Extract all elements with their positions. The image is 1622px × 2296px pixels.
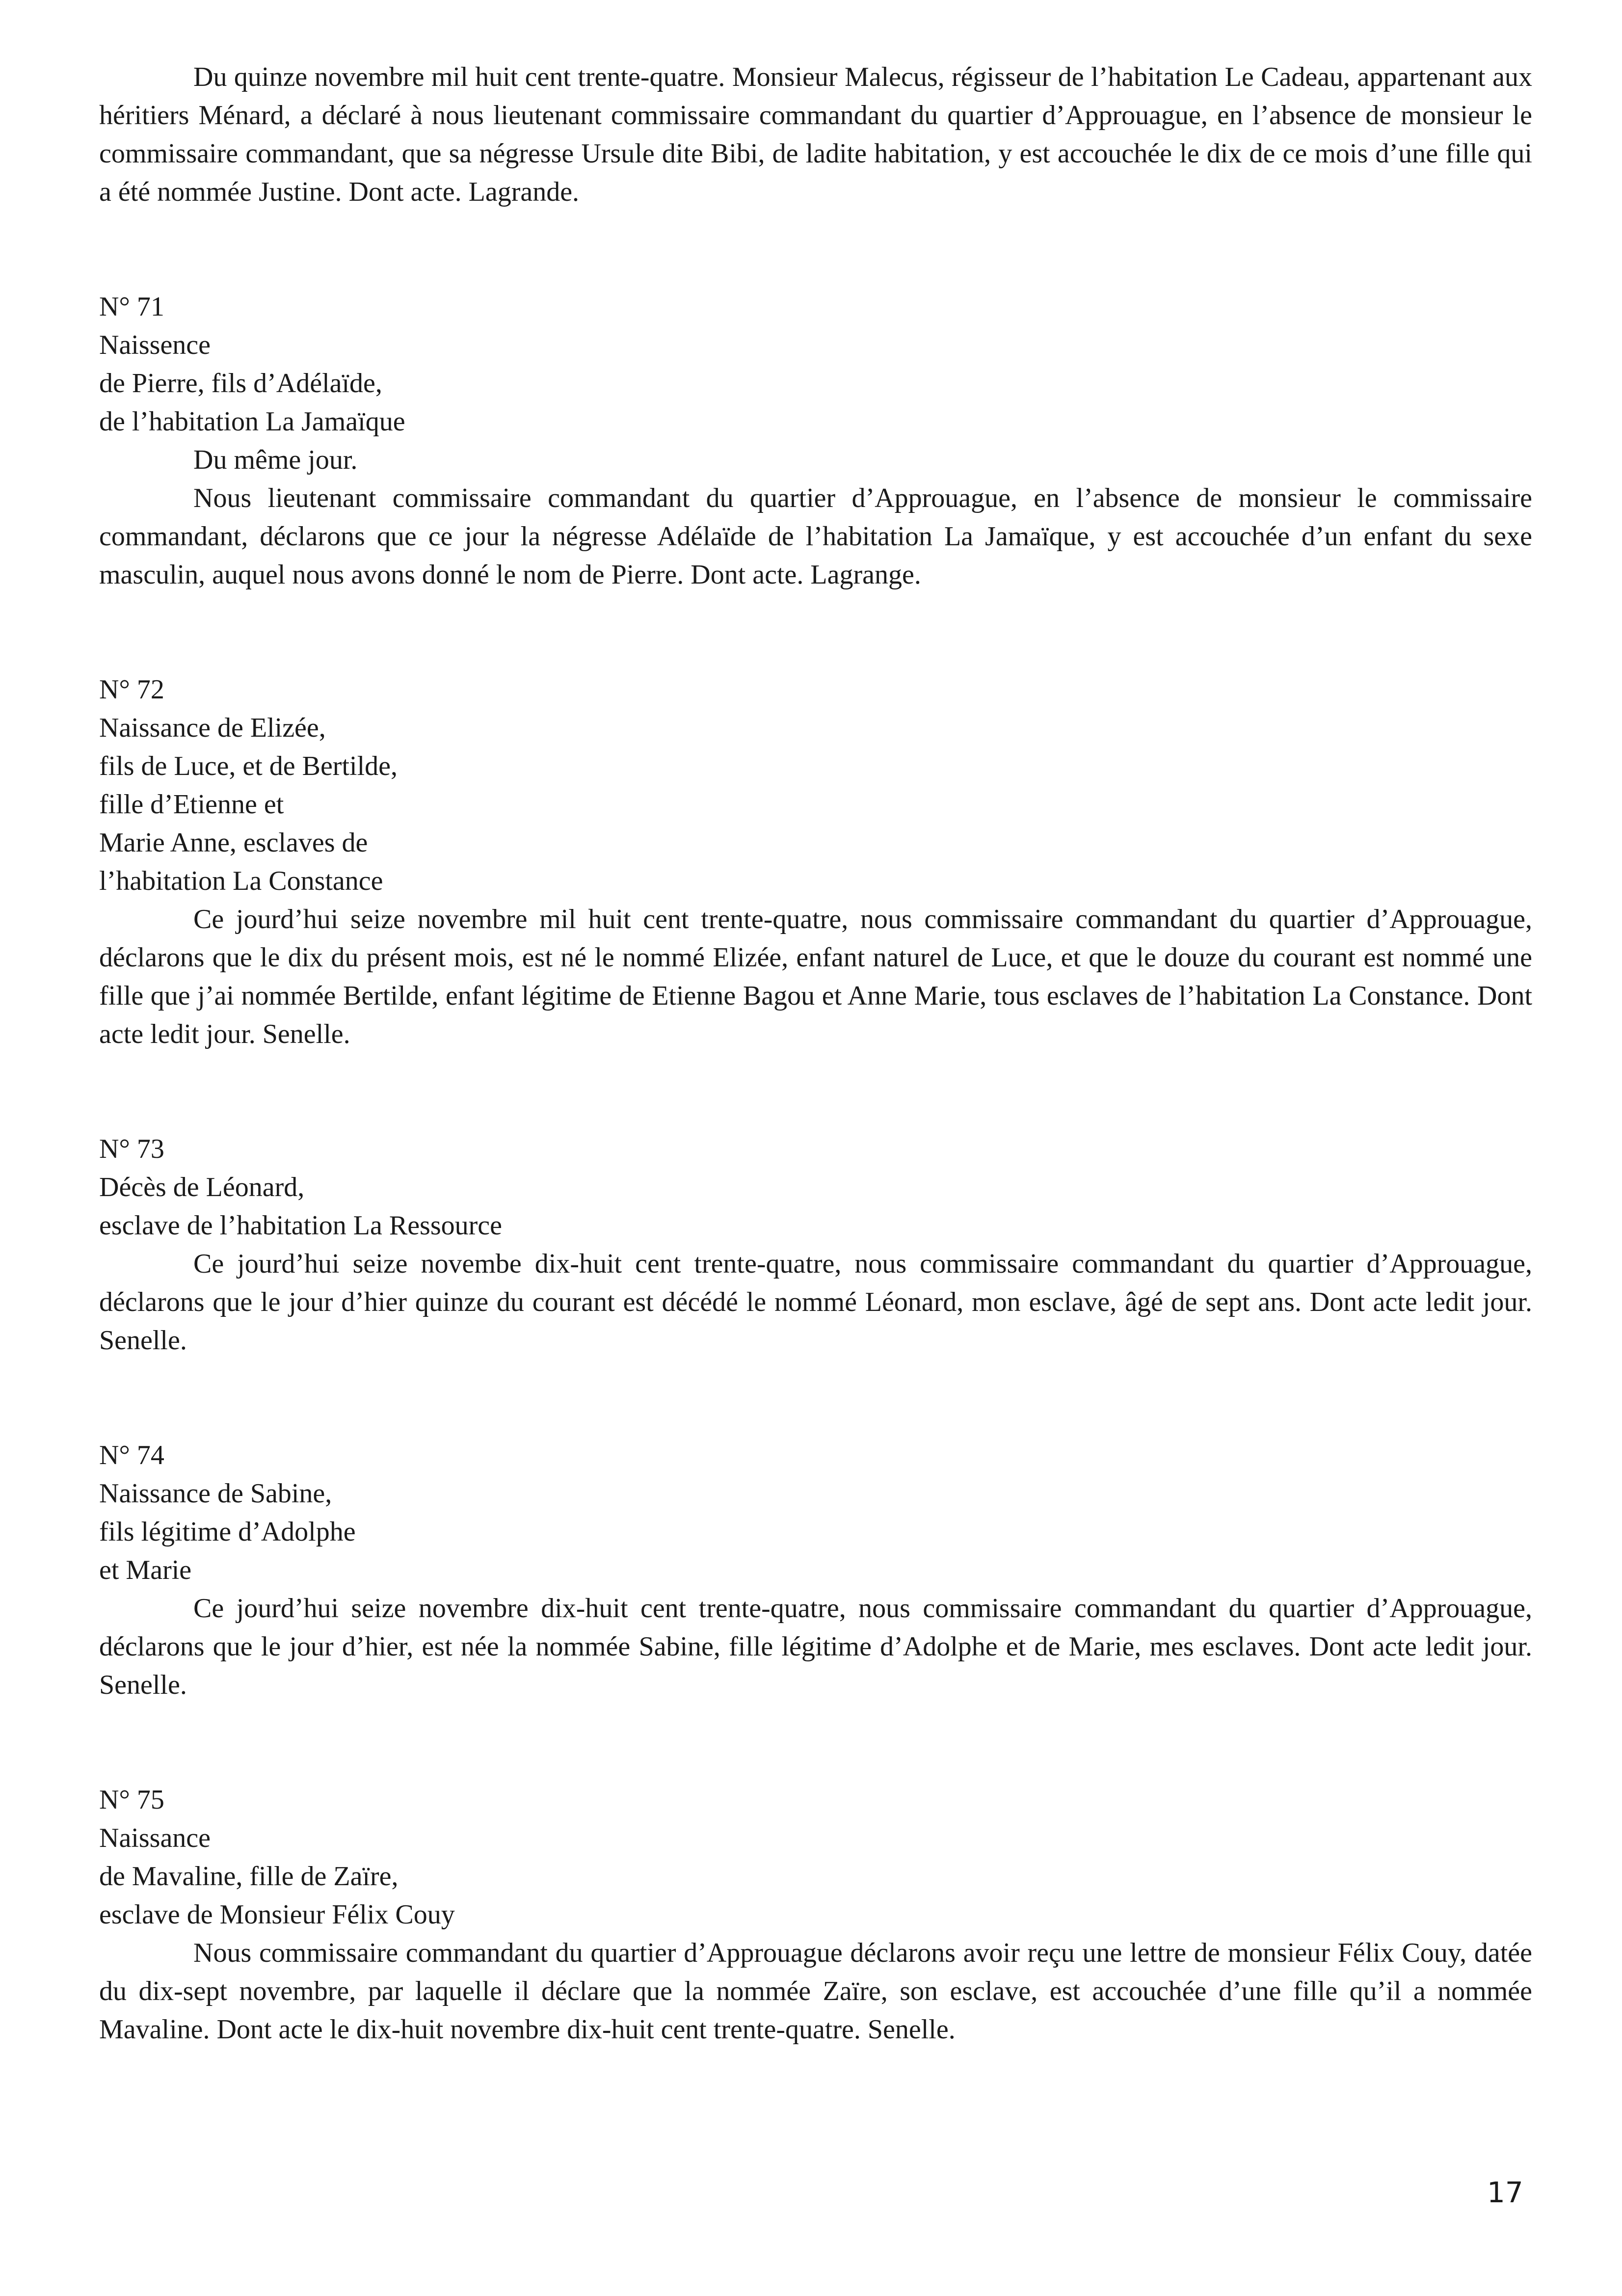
- entry-body: Ce jourd’hui seize novembe dix-huit cent trente-quatre, nous commissaire commandant du quartier d’Approuague, déclarons que le jour d’hier quinze du courant est décédé le nommé Léonard, mon esclave, âgé de sept ans. Dont acte ledit jour. Senelle.: [99, 1249, 1532, 1356]
- entry-heading-line: et Marie: [99, 1555, 192, 1585]
- entry-heading-line: Naissance de Sabine,: [99, 1478, 332, 1509]
- entry-date: Du même jour.: [193, 445, 358, 475]
- entry-74: [99, 1436, 1532, 1704]
- entry-number: N° 74: [99, 1440, 164, 1470]
- entry-heading-line: fille d’Etienne et: [99, 789, 284, 820]
- entry-heading-line: Naissance: [99, 1823, 211, 1853]
- entry-heading-line: de l’habitation La Jamaïque: [99, 406, 405, 437]
- entry-71: [99, 288, 1532, 594]
- entry-body: Ce jourd’hui seize novembre mil huit cent trente-quatre, nous commissaire commandant du quartier d’Approuague, déclarons que le dix du présent mois, est né le nommé Elizée, enfant naturel de Luce, et que le douze du courant est nommé une fille que j’ai nommée Bertilde, enfant légitime de Etienne Bagou et Anne Marie, tous esclaves de l’habitation La Constance. Dont acte ledit jour. Senelle.: [99, 904, 1532, 1049]
- entry-heading-line: esclave de Monsieur Félix Couy: [99, 1899, 455, 1930]
- entry-heading-line: de Mavaline, fille de Zaïre,: [99, 1861, 399, 1892]
- entry-number: N° 71: [99, 292, 164, 322]
- entry-number: N° 72: [99, 674, 164, 705]
- entry-heading-line: fils de Luce, et de Bertilde,: [99, 751, 398, 781]
- entry-body: Nous lieutenant commissaire commandant du quartier d’Approuague, en l’absence de monsieur le commissaire commandant, déclarons que ce jour la négresse Adélaïde de l’habitation La Jamaïque, y est accouchée d’un enfant du sexe masculin, auquel nous avons donné le nom de Pierre. Dont acte. Lagrange.: [99, 483, 1532, 590]
- entry-heading-line: Naissance de Elizée,: [99, 713, 326, 743]
- entry-73: [99, 1130, 1532, 1360]
- entry-heading-line: l’habitation La Constance: [99, 866, 383, 896]
- entry-72: [99, 670, 1532, 1053]
- entry-heading-line: Marie Anne, esclaves de: [99, 828, 368, 858]
- entry-heading-line: fils légitime d’Adolphe: [99, 1517, 356, 1547]
- intro-paragraph: Du quinze novembre mil huit cent trente-quatre. Monsieur Malecus, régisseur de l’habitation Le Cadeau, appartenant aux héritiers Ménard, a déclaré à nous lieutenant commissaire commandant du quartier d’Approuague, en l’absence de monsieur le commissaire commandant, que sa négresse Ursule dite Bibi, de ladite habitation, y est accouchée le dix de ce mois d’une fille qui a été nommée Justine. Dont acte. Lagrande.: [99, 62, 1532, 207]
- entry-number: N° 75: [99, 1785, 164, 1815]
- document-page: [99, 58, 1532, 2049]
- entry-body: Ce jourd’hui seize novembre dix-huit cent trente-quatre, nous commissaire commandant du quartier d’Approuague, déclarons que le jour d’hier, est née la nommée Sabine, fille légitime d’Adolphe et de Marie, mes esclaves. Dont acte ledit jour. Senelle.: [99, 1593, 1532, 1700]
- entry-number: N° 73: [99, 1134, 164, 1164]
- entry-heading-line: de Pierre, fils d’Adélaïde,: [99, 368, 382, 399]
- entry-75: [99, 1781, 1532, 2049]
- entry-body: Nous commissaire commandant du quartier d’Approuague déclarons avoir reçu une lettre de monsieur Félix Couy, datée du dix-sept novembre, par laquelle il déclare que la nommée Zaïre, son esclave, est accouchée d’une fille qu’il a nommée Mavaline. Dont acte le dix-huit novembre dix-huit cent trente-quatre. Senelle.: [99, 1938, 1532, 2045]
- entry-heading-line: Décès de Léonard,: [99, 1172, 305, 1202]
- entry-heading-line: Naissence: [99, 330, 211, 360]
- entry-heading-line: esclave de l’habitation La Ressource: [99, 1210, 502, 1241]
- page-number: 17: [1487, 2176, 1523, 2209]
